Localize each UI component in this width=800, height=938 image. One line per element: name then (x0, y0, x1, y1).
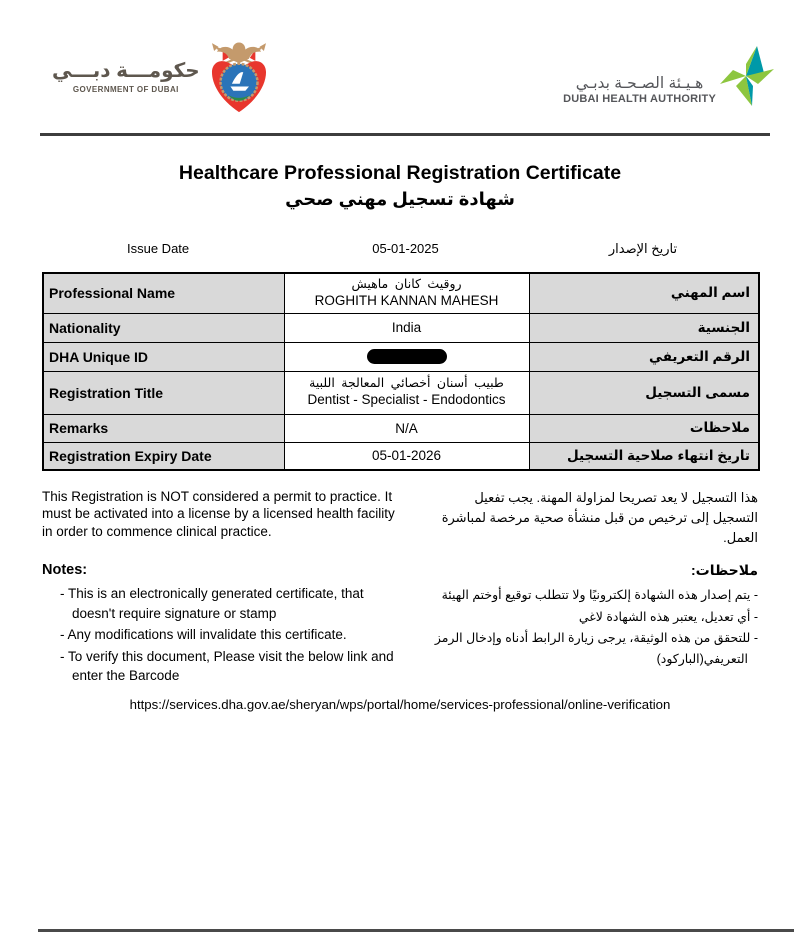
field-label-arabic: اسم المهني (529, 273, 759, 313)
note-item-english: - Any modifications will invalidate this certificate. (60, 625, 404, 645)
note-item-arabic: - يتم إصدار هذه الشهادة إلكترونيًا ولا تتطلب توقيع أوختم الهيئة (426, 585, 758, 606)
dha-logo-text (563, 75, 716, 105)
field-value: 05-01-2026 (284, 442, 529, 470)
field-value (284, 371, 529, 414)
disclaimer-section (42, 488, 758, 548)
dubai-health-authority-logo (563, 46, 774, 106)
table-row (43, 442, 759, 470)
government-of-dubai-logo-text (52, 60, 200, 94)
header-divider (40, 133, 770, 136)
registration-table-body (43, 273, 759, 470)
notes-heading-english: Notes: (42, 562, 88, 578)
dha-logo-english-text: DUBAI HEALTH AUTHORITY (563, 93, 716, 105)
field-label-arabic: الرقم التعريفي (529, 342, 759, 371)
gov-logo-arabic-text: حكومـــة دبـــي (52, 60, 200, 82)
field-label-arabic: ملاحظات (529, 414, 759, 442)
issue-date-label-arabic: تاريخ الإصدار (608, 241, 678, 256)
field-label-arabic: الجنسية (529, 313, 759, 342)
field-label-arabic: مسمى التسجيل (529, 371, 759, 414)
field-label-english: Remarks (43, 414, 284, 442)
notes-heading-arabic: ملاحظات: (690, 562, 758, 578)
note-item-english: - To verify this document, Please visit the below link and enter the Barcode (60, 647, 404, 686)
notes-arabic (426, 562, 758, 688)
field-label-english: Registration Title (43, 371, 284, 414)
dha-logo-arabic-text: هـيـئة الصـحـة بدبـي (575, 75, 704, 93)
field-value-arabic: طبيب أسنان أخصائي المعالجة اللبية (309, 376, 504, 391)
table-row (43, 313, 759, 342)
field-value-english: Dentist - Specialist - Endodontics (307, 391, 506, 407)
table-row (43, 414, 759, 442)
footer-divider (38, 929, 794, 932)
note-item-arabic: - أي تعديل، يعتبر هذه الشهادة لاغي (426, 607, 758, 628)
field-value: India (284, 313, 529, 342)
field-label-english: Professional Name (43, 273, 284, 313)
note-item-arabic: - للتحقق من هذه الوثيقة، يرجى زيارة الرابط أدناه وإدخال الرمز التعريفي(الباركود) (426, 628, 758, 669)
issue-date-value: 05-01-2025 (372, 241, 439, 256)
field-label-english: Nationality (43, 313, 284, 342)
dha-star-icon (720, 46, 774, 106)
government-of-dubai-logo (52, 40, 271, 116)
table-row (43, 371, 759, 414)
field-value: N/A (284, 414, 529, 442)
field-label-english: DHA Unique ID (43, 342, 284, 371)
certificate-title-arabic: شهادة تسجيل مهني صحي (285, 189, 515, 209)
dubai-crest-icon (207, 40, 271, 116)
field-value (284, 273, 529, 313)
notes-list-english (42, 584, 404, 686)
issue-date-row (42, 241, 758, 257)
table-row (43, 273, 759, 313)
registration-table (42, 272, 760, 471)
field-value (284, 342, 529, 371)
notes-section (42, 562, 758, 688)
note-item-english: - This is an electronically generated certificate, that doesn't require signature or stamp (60, 584, 404, 623)
table-row (43, 342, 759, 371)
field-value-arabic: روقيث كانان ماهيش (351, 277, 462, 291)
gov-logo-english-text: GOVERNMENT OF DUBAI (72, 85, 179, 94)
notes-list-arabic (426, 585, 758, 670)
field-label-arabic: تاريخ انتهاء صلاحية التسجيل (529, 442, 759, 470)
field-value-english: ROGHITH KANNAN MAHESH (314, 292, 499, 308)
disclaimer-arabic: هذا التسجيل لا يعد تصريحا لمزاولة المهنة. يجب تفعيل التسجيل إلى ترخيص من قبل منشأة صحية مرخصة لمباشرة العمل. (441, 490, 758, 546)
verification-url: https://services.dha.gov.ae/sheryan/wps/portal/home/services-professional/online-verification (129, 697, 671, 712)
notes-english (42, 562, 404, 688)
issue-date-label-english: Issue Date (127, 241, 190, 256)
field-label-english: Registration Expiry Date (43, 442, 284, 470)
redaction-bar (367, 349, 447, 364)
disclaimer-english: This Registration is NOT considered a permit to practice. It must be activated into a license by a licensed health facility in order to commence clinical practice. (42, 489, 395, 539)
certificate-title-english: Healthcare Professional Registration Certificate (178, 162, 622, 184)
